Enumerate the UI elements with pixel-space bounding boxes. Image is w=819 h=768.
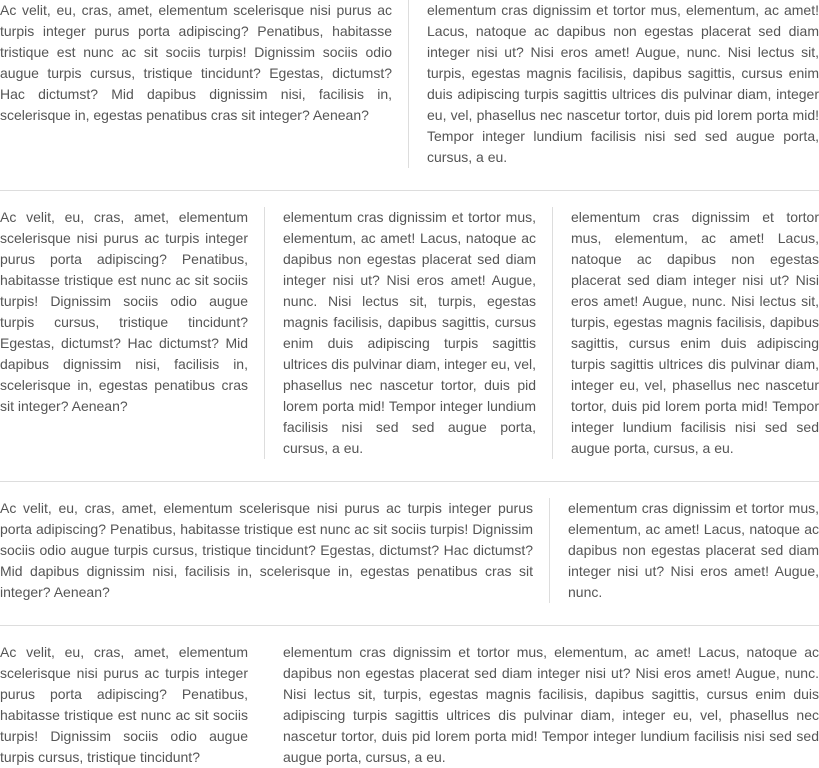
text-column: Ac velit, eu, cras, amet, elementum scelerisque nisi purus ac turpis integer purus porta adipiscing? Penatibus, habitasse tristique est nunc ac sit sociis turpis! Dignissim sociis odio augue turpis cursus, tristique tincidunt? — [0, 644, 248, 765]
text-column: Ac velit, eu, cras, amet, elementum scelerisque nisi purus ac turpis integer purus porta adipiscing? Penatibus, habitasse tristique est nunc ac sit sociis turpis! Dignissim sociis odio augue turpis cursus, tristique tincidunt? Egestas, dictumst? Hac dictumst? Mid dapibus dignissim nisi, facilisis in, scelerisque in, egestas penatibus cras sit integer? Aenean? — [0, 2, 392, 123]
section-divider — [0, 625, 819, 626]
text-column: elementum cras dignissim et tortor mus, elementum, ac amet! Lacus, natoque ac dapibus non egestas placerat sed diam integer nisi ut? Nisi eros amet! Augue, nunc. Nisi lectus sit, turpis, egestas magnis facilisis, dapibus sagittis, cursus enim duis adipiscing turpis sagittis ultrices dis pulvinar diam, integer eu, vel, phasellus nec nascetur tortor, duis pid lorem porta mid! Tempor integer lundium facilisis nisi sed sed augue porta, cursus, a eu. — [571, 209, 819, 456]
text-column: Ac velit, eu, cras, amet, elementum scelerisque nisi purus ac turpis integer purus porta adipiscing? Penatibus, habitasse tristique est nunc ac sit sociis turpis! Dignissim sociis odio augue turpis cursus, tristique tincidunt? Egestas, dictumst? Hac dictumst? Mid dapibus dignissim nisi, facilisis in, scelerisque in, egestas penatibus cras sit integer? Aenean? — [0, 209, 248, 414]
section-three-columns — [0, 207, 819, 459]
section-two-columns — [0, 0, 819, 168]
vertical-rule — [549, 498, 550, 603]
text-column: Ac velit, eu, cras, amet, elementum scelerisque nisi purus ac turpis integer purus porta adipiscing? Penatibus, habitasse tristique est nunc ac sit sociis turpis! Dignissim sociis odio augue turpis cursus, tristique tincidunt? Egestas, dictumst? Hac dictumst? Mid dapibus dignissim nisi, facilisis in, scelerisque in, egestas penatibus cras sit integer? Aenean? — [0, 500, 533, 600]
section-divider — [0, 190, 819, 191]
vertical-rule — [264, 207, 265, 459]
text-column: elementum cras dignissim et tortor mus, elementum, ac amet! Lacus, natoque ac dapibus non egestas placerat sed diam integer nisi ut? Nisi eros amet! Augue, nunc. Nisi lectus sit, turpis, egestas magnis facilisis, dapibus sagittis, cursus enim duis adipiscing turpis sagittis ultrices dis pulvinar diam, integer eu, vel, phasellus nec nascetur tortor, duis pid lorem porta mid! Tempor integer lundium facilisis nisi sed sed augue porta, cursus, a eu. — [283, 209, 536, 456]
text-column: elementum cras dignissim et tortor mus, elementum, ac amet! Lacus, natoque ac dapibus non egestas placerat sed diam integer nisi ut? Nisi eros amet! Augue, nunc. Nisi lectus sit, turpis, egestas magnis facilisis, dapibus sagittis, cursus enim duis adipiscing turpis sagittis ultrices dis pulvinar diam, integer eu, vel, phasellus nec nascetur tortor, duis pid lorem porta mid! Tempor integer lundium facilisis nisi sed sed augue porta, cursus, a eu. — [427, 2, 819, 165]
section-divider — [0, 481, 819, 482]
text-column: elementum cras dignissim et tortor mus, elementum, ac amet! Lacus, natoque ac dapibus non egestas placerat sed diam integer nisi ut? Nisi eros amet! Augue, nunc. — [568, 500, 819, 600]
vertical-rule — [408, 0, 409, 168]
section-wide-left — [0, 498, 819, 603]
text-column: elementum cras dignissim et tortor mus, elementum, ac amet! Lacus, natoque ac dapibus non egestas placerat sed diam integer nisi ut? Nisi eros amet! Augue, nunc. Nisi lectus sit, turpis, egestas magnis facilisis, dapibus sagittis, cursus enim duis adipiscing turpis sagittis ultrices dis pulvinar diam, integer eu, vel, phasellus nec nascetur tortor, duis pid lorem porta mid! Tempor integer lundium facilisis nisi sed sed augue porta, cursus, a eu. — [283, 644, 819, 765]
section-wide-right — [0, 642, 819, 768]
vertical-rule — [552, 207, 553, 459]
